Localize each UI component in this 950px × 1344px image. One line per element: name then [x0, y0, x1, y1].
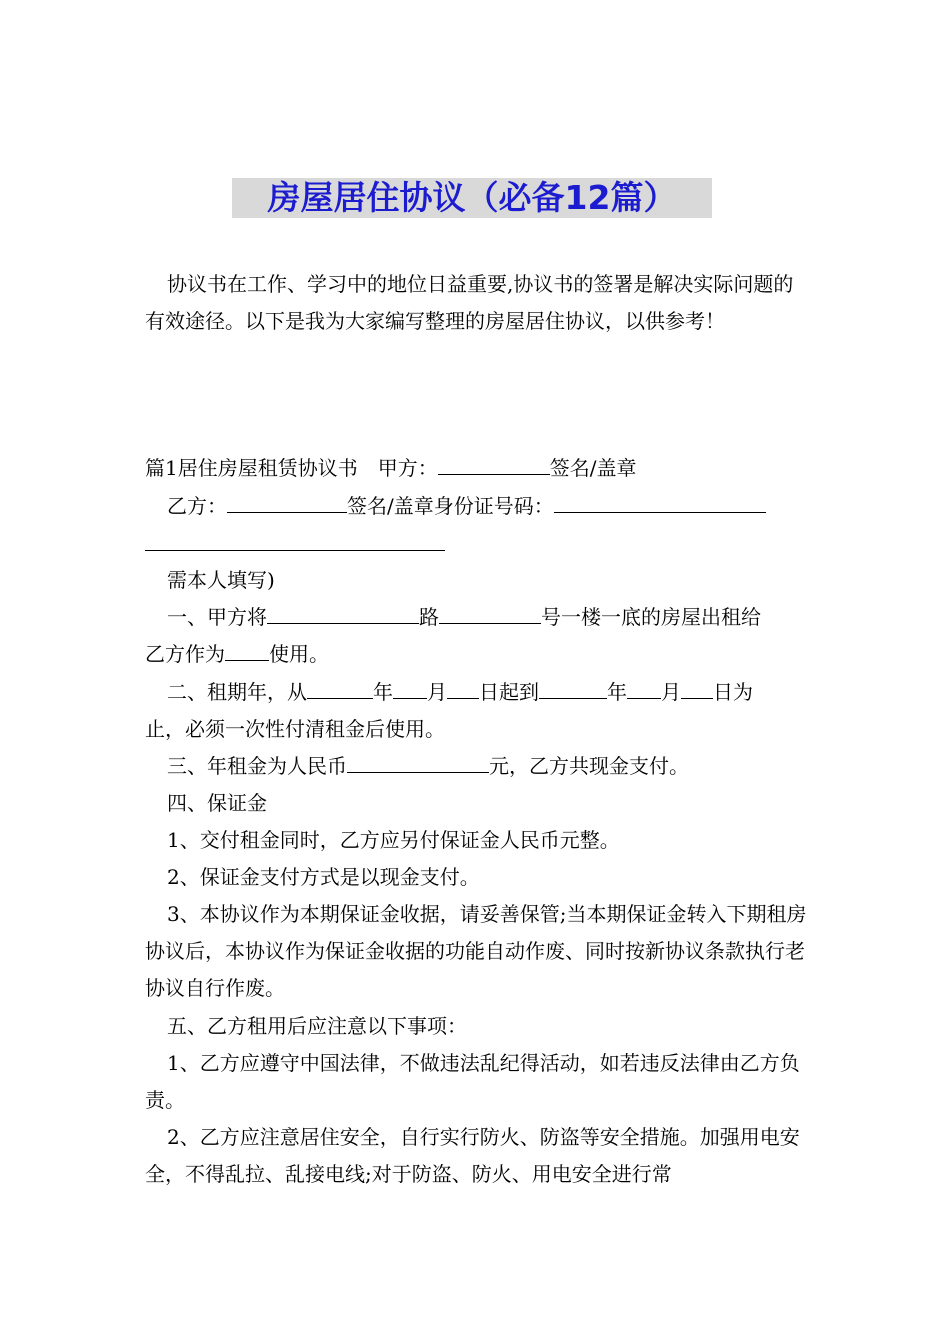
- rent-amount-blank: [347, 748, 489, 773]
- party-b-line: [167, 488, 810, 525]
- clause-5-heading: 五、乙方租用后应注意以下事项：: [167, 1014, 467, 1038]
- id-number-blank-2: [145, 526, 445, 551]
- clause-2-line: [167, 674, 810, 711]
- party-a-sign: 签名/盖章: [549, 456, 637, 480]
- intro-paragraph: 协议书在工作、学习中的地位日益重要,协议书的签署是解决实际问题的有效途径。以下是我为大家编写整理的房屋居住协议，以供参考！: [145, 272, 794, 333]
- self-fill-note: 需本人填写): [167, 568, 275, 592]
- clause-1-text-d: 乙方作为: [145, 642, 225, 666]
- road-blank: [267, 599, 419, 624]
- clause-3-text-a: 三、年租金为人民币: [167, 754, 347, 778]
- usage-blank: [225, 636, 269, 661]
- clause-2-text-b: 年: [373, 680, 393, 704]
- clause-2-text-a: 二、租期年，从: [167, 680, 307, 704]
- number-blank: [439, 599, 541, 624]
- id-number-continuation: [145, 526, 810, 563]
- party-b-label: 乙方：: [167, 494, 227, 518]
- clause-1-text-c: 号一楼一底的房屋出租给: [541, 605, 761, 629]
- clause-5-item-1: 1、乙方应遵守中国法律，不做违法乱纪得活动，如若违反法律由乙方负责。: [145, 1051, 800, 1112]
- clause-2-text-e: 年: [607, 680, 627, 704]
- clause-4-heading: 四、保证金: [167, 791, 267, 815]
- clause-1-text-a: 一、甲方将: [167, 605, 267, 629]
- clause-2-text-d: 日起到: [479, 680, 539, 704]
- clause-2-line-2: 止，必须一次性付清租金后使用。: [145, 717, 445, 741]
- clause-4-item-3: 3、本协议作为本期保证金收据，请妥善保管;当本期保证金转入下期租房协议后，本协议作为保证金收据的功能自动作废、同时按新协议条款执行老协议自行作废。: [145, 902, 807, 1000]
- id-number-blank: [554, 488, 766, 513]
- end-year-blank: [539, 674, 607, 699]
- end-day-blank: [681, 674, 713, 699]
- end-month-blank: [627, 674, 661, 699]
- start-year-blank: [307, 674, 373, 699]
- start-month-blank: [393, 674, 427, 699]
- party-b-blank: [227, 488, 347, 513]
- party-b-sign: 签名/盖章身份证号码：: [347, 494, 554, 518]
- start-day-blank: [447, 674, 479, 699]
- clause-2-text-g: 日为: [713, 680, 753, 704]
- clause-4-item-2: 2、保证金支付方式是以现金支付。: [167, 865, 480, 889]
- clause-3-text-b: 元，乙方共现金支付。: [489, 754, 689, 778]
- clause-4-item-1: 1、交付租金同时，乙方应另付保证金人民币元整。: [167, 828, 620, 852]
- clause-5-item-2: 2、乙方应注意居住安全，自行实行防火、防盗等安全措施。加强用电安全，不得乱拉、乱接电线;对于防盗、防火、用电安全进行常: [145, 1125, 800, 1186]
- clause-2-text-f: 月: [661, 680, 681, 704]
- clause-1-line-2: [145, 636, 810, 673]
- clause-3-line: [167, 748, 810, 785]
- party-a-blank: [438, 450, 550, 475]
- party-a-line: [145, 450, 810, 487]
- document-title: 房屋居住协议（必备12篇）: [232, 178, 712, 218]
- clause-1-text-e: 使用。: [269, 642, 329, 666]
- clause-1-text-b: 路: [419, 605, 439, 629]
- clause-1-line: [167, 599, 810, 636]
- party-a-label: 篇1居住房屋租赁协议书 甲方：: [145, 456, 438, 480]
- clause-2-text-c: 月: [427, 680, 447, 704]
